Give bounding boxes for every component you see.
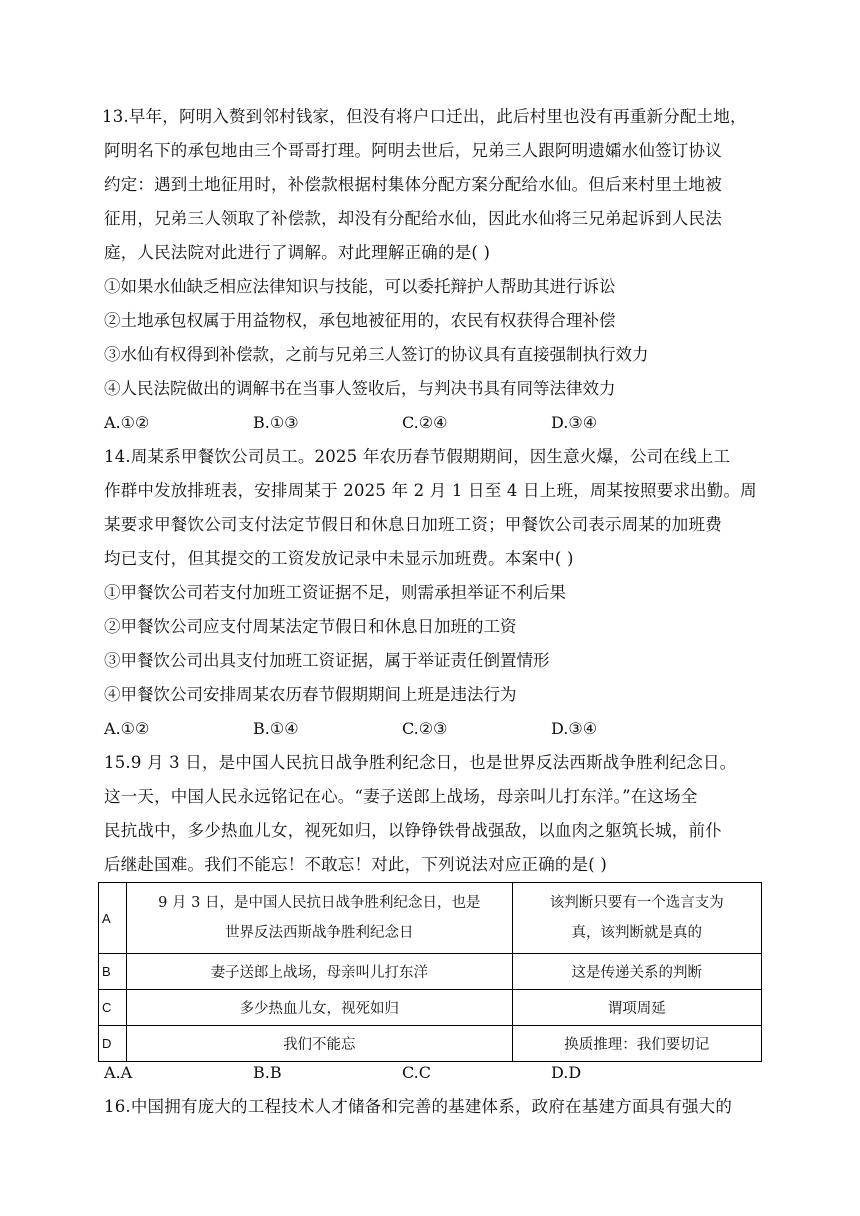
question-13-stem-line: 阿明名下的承包地由三个哥哥打理。阿明去世后，兄弟三人跟阿明遗孀水仙签订协议 [104,141,722,160]
question-13 [104,100,772,440]
table-cell-judgment: 谓项周延 [512,990,761,1026]
question-14-choices [104,712,772,746]
question-13-option-4: ④人民法院做出的调解书在当事人签收后，与判决书具有同等法律效力 [104,379,616,398]
question-14-option-2: ②甲餐饮公司应支付周某法定节假日和休息日加班的工资 [104,617,517,636]
question-15-stem-line: 15.9 月 3 日，是中国人民抗日战争胜利纪念日，也是世界反法西斯战争胜利纪念日。 [104,753,737,772]
question-14-option-4: ④甲餐饮公司安排周某农历春节假期期间上班是违法行为 [104,685,517,704]
cell-line: 世界反法西斯战争胜利纪念日 [225,925,414,941]
choice-d: D.D [551,1063,582,1082]
question-13-stem-line: 13.早年，阿明入赘到邻村钱家，但没有将户口迁出，此后村里也没有再重新分配土地， [102,107,747,126]
cell-line: 9 月 3 日，是中国人民抗日战争胜利纪念日，也是 [158,895,481,911]
choice-c: C.C [402,1063,431,1082]
question-14-option-3: ③甲餐饮公司出具支付加班工资证据，属于举证责任倒置情形 [104,651,550,670]
question-15-table [98,882,762,1062]
exam-page [104,100,772,1124]
table-cell-judgment [512,883,761,954]
table-row-b [99,954,762,990]
question-14-stem-line: 均已支付，但其提交的工资发放记录中未显示加班费。本案中( ) [104,549,574,568]
table-row-c [99,990,762,1026]
question-15-stem-line: 后继赴国难。我们不能忘！不敢忘！对此，下列说法对应正确的是( ) [104,855,608,874]
question-13-option-2: ②土地承包权属于用益物权，承包地被征用的，农民有权获得合理补偿 [104,311,616,330]
table-row-key: A [99,883,127,954]
question-16 [104,1090,772,1124]
question-14-stem-line: 14.周某系甲餐饮公司员工。2025 年农历春节假期期间，因生意火爆，公司在线上工 [104,447,731,466]
table-cell-statement: 我们不能忘 [127,1026,513,1062]
cell-line: 该判断只要有一个选言支为 [549,895,724,911]
question-13-option-1: ①如果水仙缺乏相应法律知识与技能，可以委托辩护人帮助其进行诉讼 [104,277,616,296]
question-13-stem-line: 征用，兄弟三人领取了补偿款，却没有分配给水仙，因此水仙将三兄弟起诉到人民法 [104,209,722,228]
choice-b: B.B [253,1063,282,1082]
table-row-d [99,1026,762,1062]
table-row-key: B [99,954,127,990]
choice-d: D.③④ [551,719,598,738]
choice-c: C.②④ [402,413,448,432]
question-14 [104,440,772,746]
question-15-stem-line: 民抗战中，多少热血儿女，视死如归，以铮铮铁骨战强敌，以血肉之躯筑长城，前仆 [104,821,722,840]
question-13-choices [104,406,772,440]
table-cell-judgment: 这是传递关系的判断 [512,954,761,990]
question-14-stem-line: 某要求甲餐饮公司支付法定节假日和休息日加班工资；甲餐饮公司表示周某的加班费 [104,515,722,534]
question-15-stem-line: 这一天，中国人民永远铭记在心。“妻子送郎上战场，母亲叫儿打东洋。”在这场全 [104,787,698,806]
choice-a: A.A [104,1063,133,1082]
question-15 [104,746,772,1084]
table-row-key: D [99,1026,127,1062]
choice-b: B.①④ [253,719,299,738]
question-15-choices [104,1062,772,1084]
question-13-stem-line: 约定：遇到土地征用时，补偿款根据村集体分配方案分配给水仙。但后来村里土地被 [104,175,722,194]
choice-a: A.①② [104,719,150,738]
table-cell-statement: 妻子送郎上战场，母亲叫儿打东洋 [127,954,513,990]
table-cell-statement [127,883,513,954]
question-13-option-3: ③水仙有权得到补偿款，之前与兄弟三人签订的协议具有直接强制执行效力 [104,345,649,364]
table-cell-judgment: 换质推理：我们要切记 [512,1026,761,1062]
table-row-key: C [99,990,127,1026]
question-14-stem-line: 作群中发放排班表，安排周某于 2025 年 2 月 1 日至 4 日上班，周某按照要求出勤。周 [104,481,757,500]
question-14-option-1: ①甲餐饮公司若支付加班工资证据不足，则需承担举证不利后果 [104,583,566,602]
table-cell-statement: 多少热血儿女，视死如归 [127,990,513,1026]
choice-a: A.①② [104,413,150,432]
cell-line: 真，该判断就是真的 [571,925,703,941]
question-13-stem-line: 庭，人民法院对此进行了调解。对此理解正确的是( ) [104,243,491,262]
choice-d: D.③④ [551,413,598,432]
choice-c: C.②③ [402,719,448,738]
table-row-a [99,883,762,954]
question-16-stem-line: 16.中国拥有庞大的工程技术人才储备和完善的基建体系，政府在基建方面具有强大的 [104,1097,733,1116]
choice-b: B.①③ [253,413,299,432]
